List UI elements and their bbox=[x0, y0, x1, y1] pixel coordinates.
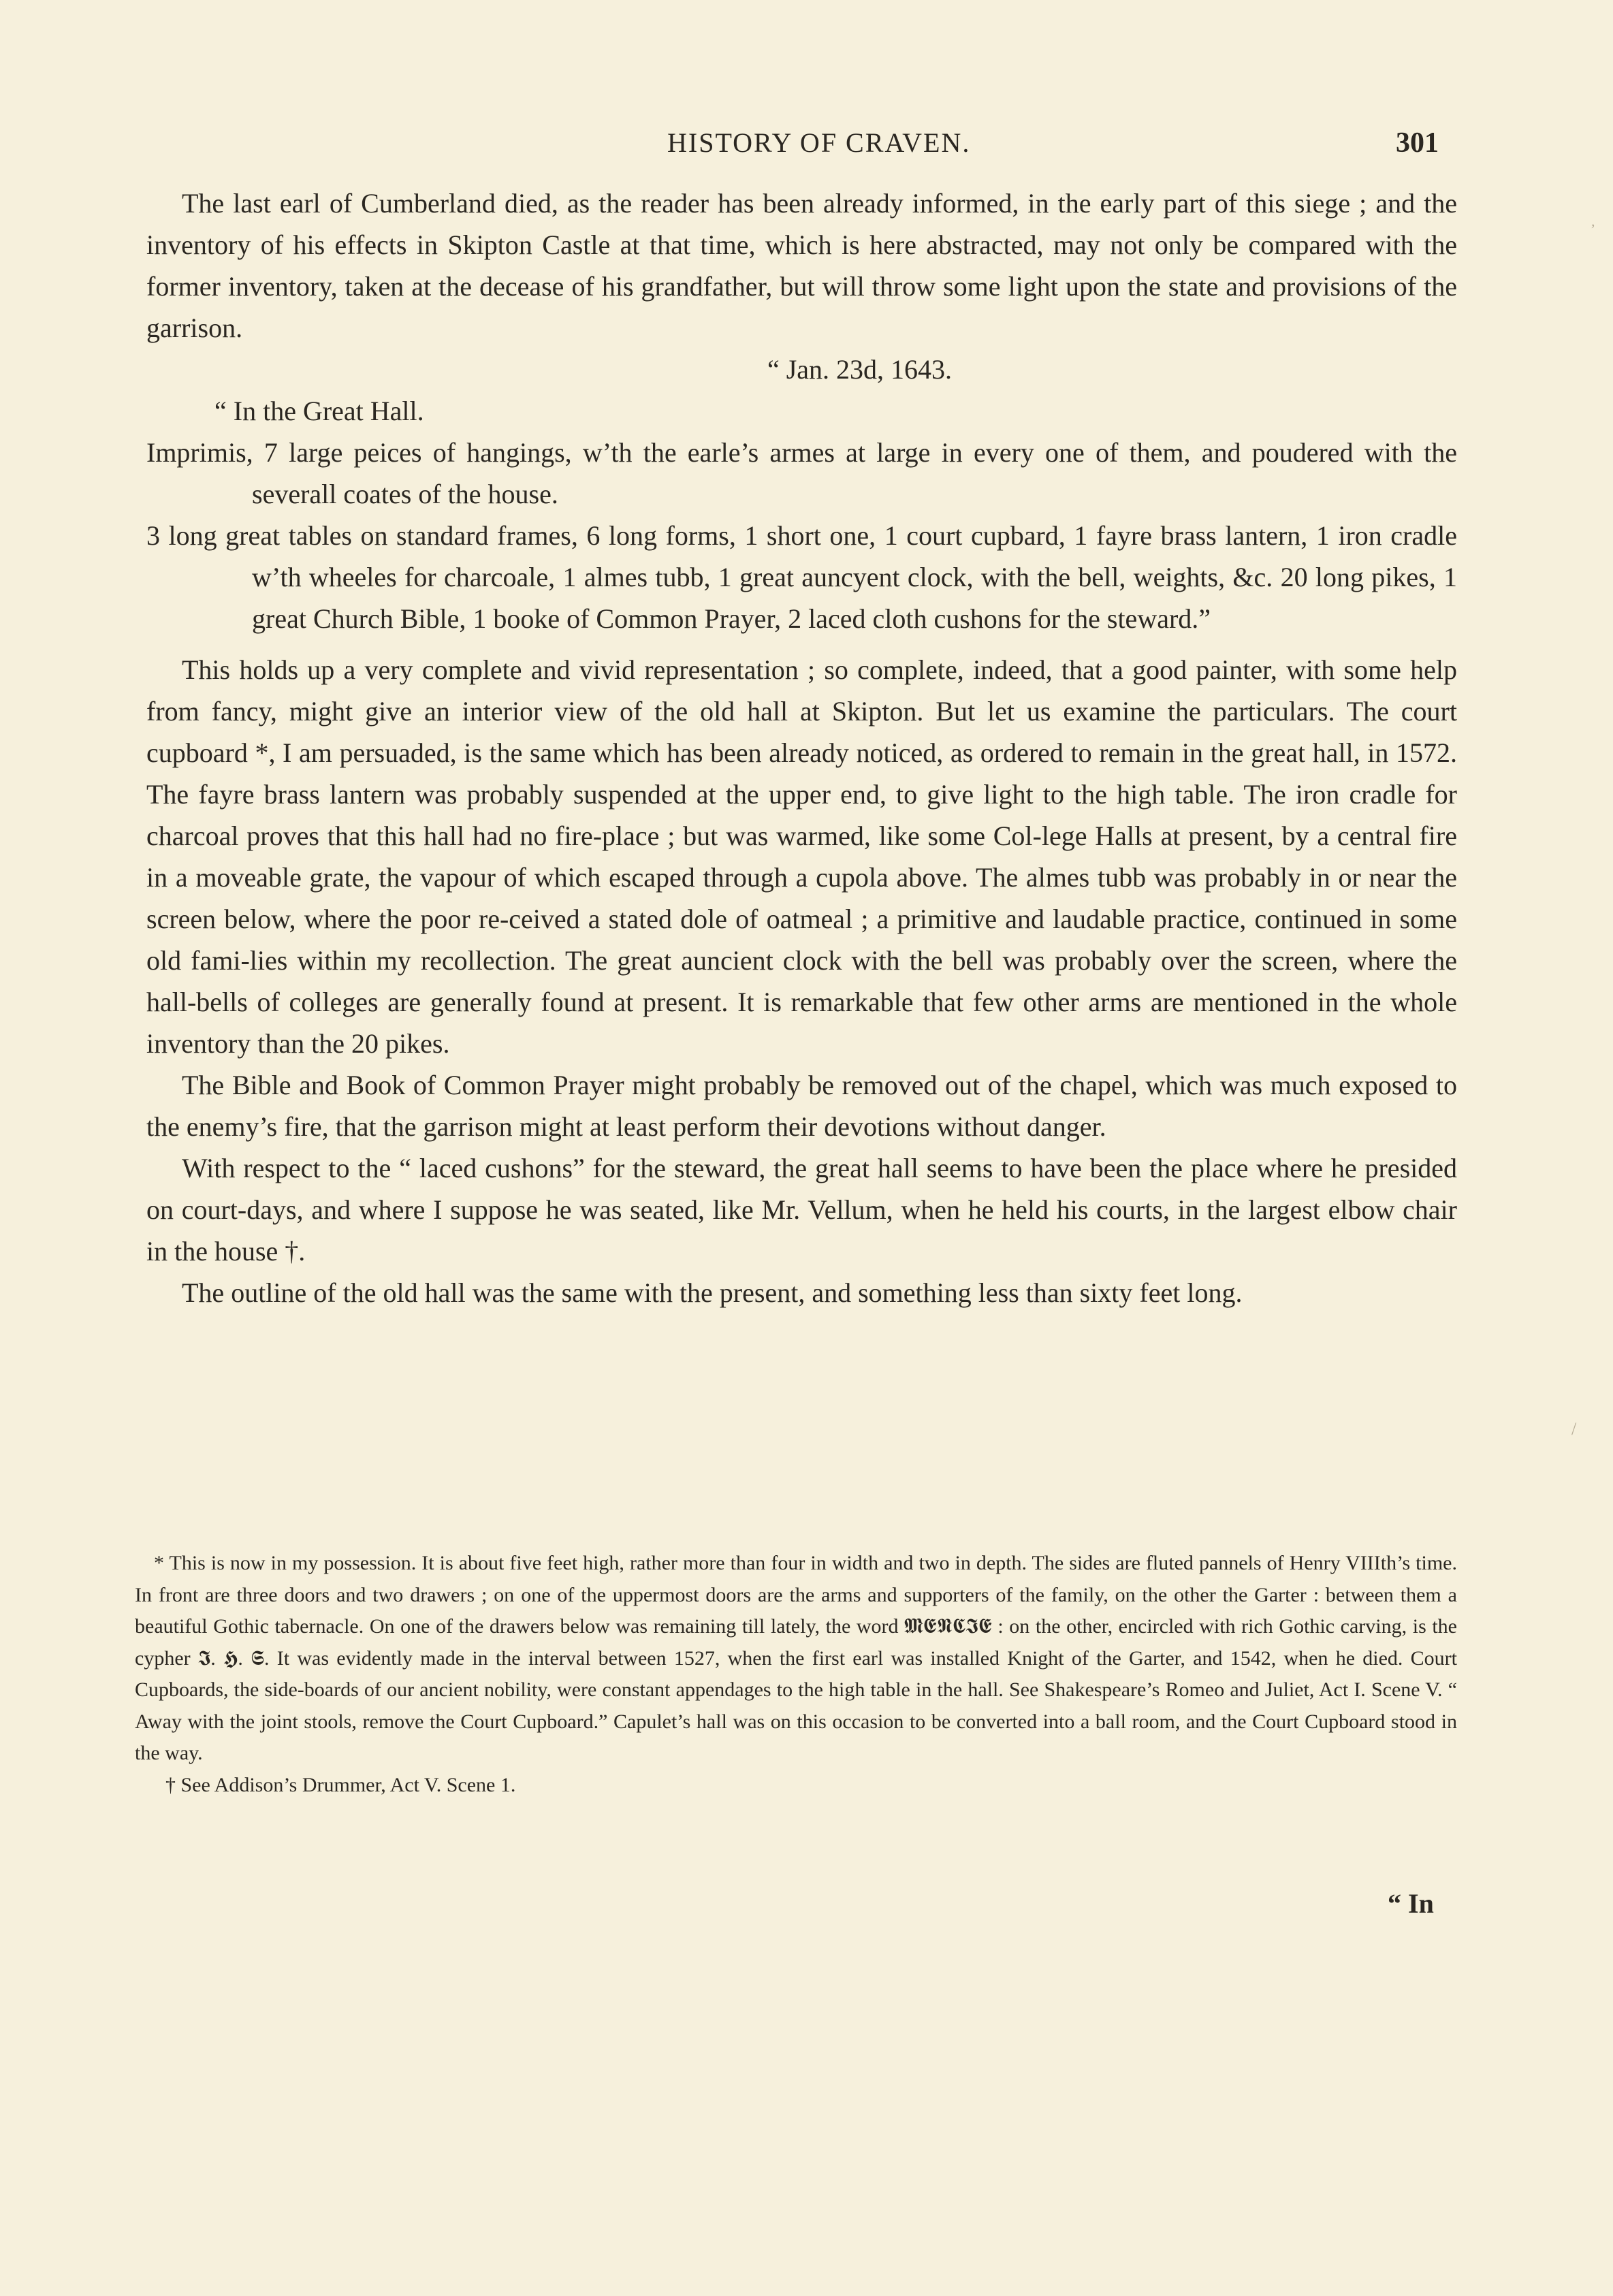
margin-speck: , bbox=[1591, 212, 1595, 229]
inventory-item-furniture: 3 long great tables on standard frames, 6 long forms, 1 short one, 1 court cupbard, 1 fayre brass lantern, 1 iron cradle w’th wheeles for charcoale, 1 almes tubb, 1 great auncyent clock, with the bell, weights, &c. 20 long pikes, 1 great Church Bible, 1 booke of Common Prayer, 2 laced cloth cushons for the steward.” bbox=[146, 520, 1457, 634]
page-number: 301 bbox=[1396, 127, 1439, 159]
intro-paragraph: The last earl of Cumberland died, as the reader has been already informed, in the early part of this siege ; and the inventory of his effects in Skipton Castle at that time, which is here abstracted, may not only be compared with the former inventory, taken at the decease of his grandfather, but will throw some light upon the state and provisions of the garrison. bbox=[146, 188, 1457, 343]
running-header bbox=[0, 127, 1613, 168]
main-text bbox=[146, 182, 1457, 1313]
margin-speck: / bbox=[1571, 1419, 1577, 1439]
inventory-date: “ Jan. 23d, 1643. bbox=[767, 354, 953, 385]
inventory-location: “ In the Great Hall. bbox=[214, 396, 424, 426]
paragraph-cushons: With respect to the “ laced cushons” for the steward, the great hall seems to have been the place where he presided on court-days, and where I suppose he was seated, like Mr. Vellum, when he held his courts, in the largest elbow chair in the house †. bbox=[146, 1153, 1457, 1266]
running-title: HISTORY OF CRAVEN. bbox=[667, 127, 971, 158]
catchword: “ In bbox=[1388, 1888, 1434, 1919]
footnote-cupboard: * This is now in my possession. It is about five feet high, rather more than four in width and two in depth. The sides are fluted pannels of Henry VIIIth’s time. In front are three doors and two drawers ; on one of the uppermost doors are the arms and supporters of the family, on the other the Garter : between them a beautiful Gothic tabernacle. On one of the drawers below was remaining till lately, the word 𝕸𝕰𝕹𝕮𝕴𝕰 : on the other, encircled with rich Gothic carving, is the cypher 𝕴. 𝕳. 𝕾. It was evidently made in the interval between 1527, when the first earl was installed Knight of the Garter, and 1542, when he died. Court Cupboards, the side-boards of our ancient nobility, were constant appendages to the high table in the hall. See Shakespeare’s Romeo and Juliet, Act I. Scene V. “ Away with the joint stools, remove the Court Cupboard.” Capulet’s hall was on this occasion to be converted into a ball room, and the Court Cupboard stood in the way. bbox=[135, 1552, 1457, 1764]
footnotes bbox=[135, 1548, 1457, 1801]
footnote-addison: † See Addison’s Drummer, Act V. Scene 1. bbox=[165, 1773, 516, 1796]
paragraph-outline: The outline of the old hall was the same with the present, and something less than sixty feet long. bbox=[182, 1277, 1243, 1308]
paragraph-bible: The Bible and Book of Common Prayer might probably be removed out of the chapel, which was much exposed to the enemy’s fire, that the garrison might at least perform their devotions without danger. bbox=[146, 1070, 1457, 1142]
paragraph-representation: This holds up a very complete and vivid representation ; so complete, indeed, that a good painter, with some help from fancy, might give an interior view of the old hall at Skipton. But let us examine the particulars. The court cupboard *, I am persuaded, is the same which has been already noticed, as ordered to remain in the great hall, in 1572. The fayre brass lantern was probably suspended at the upper end, to give light to the high table. The iron cradle for charcoal proves that this hall had no fire-place ; but was warmed, like some Col-lege Halls at present, by a central fire in a moveable grate, the vapour of which escaped through a cupola above. The almes tubb was probably in or near the screen below, where the poor re-ceived a stated dole of oatmeal ; a primitive and laudable practice, continued in some old fami-lies within my recollection. The great auncient clock with the bell was probably over the screen, where the hall-bells of colleges are generally found at present. It is remarkable that few other arms are mentioned in the whole inventory than the 20 pikes. bbox=[146, 654, 1457, 1059]
inventory-item-hangings: Imprimis, 7 large peices of hangings, w’th the earle’s armes at large in every one of them, and poudered with the severall coates of the house. bbox=[146, 437, 1457, 509]
